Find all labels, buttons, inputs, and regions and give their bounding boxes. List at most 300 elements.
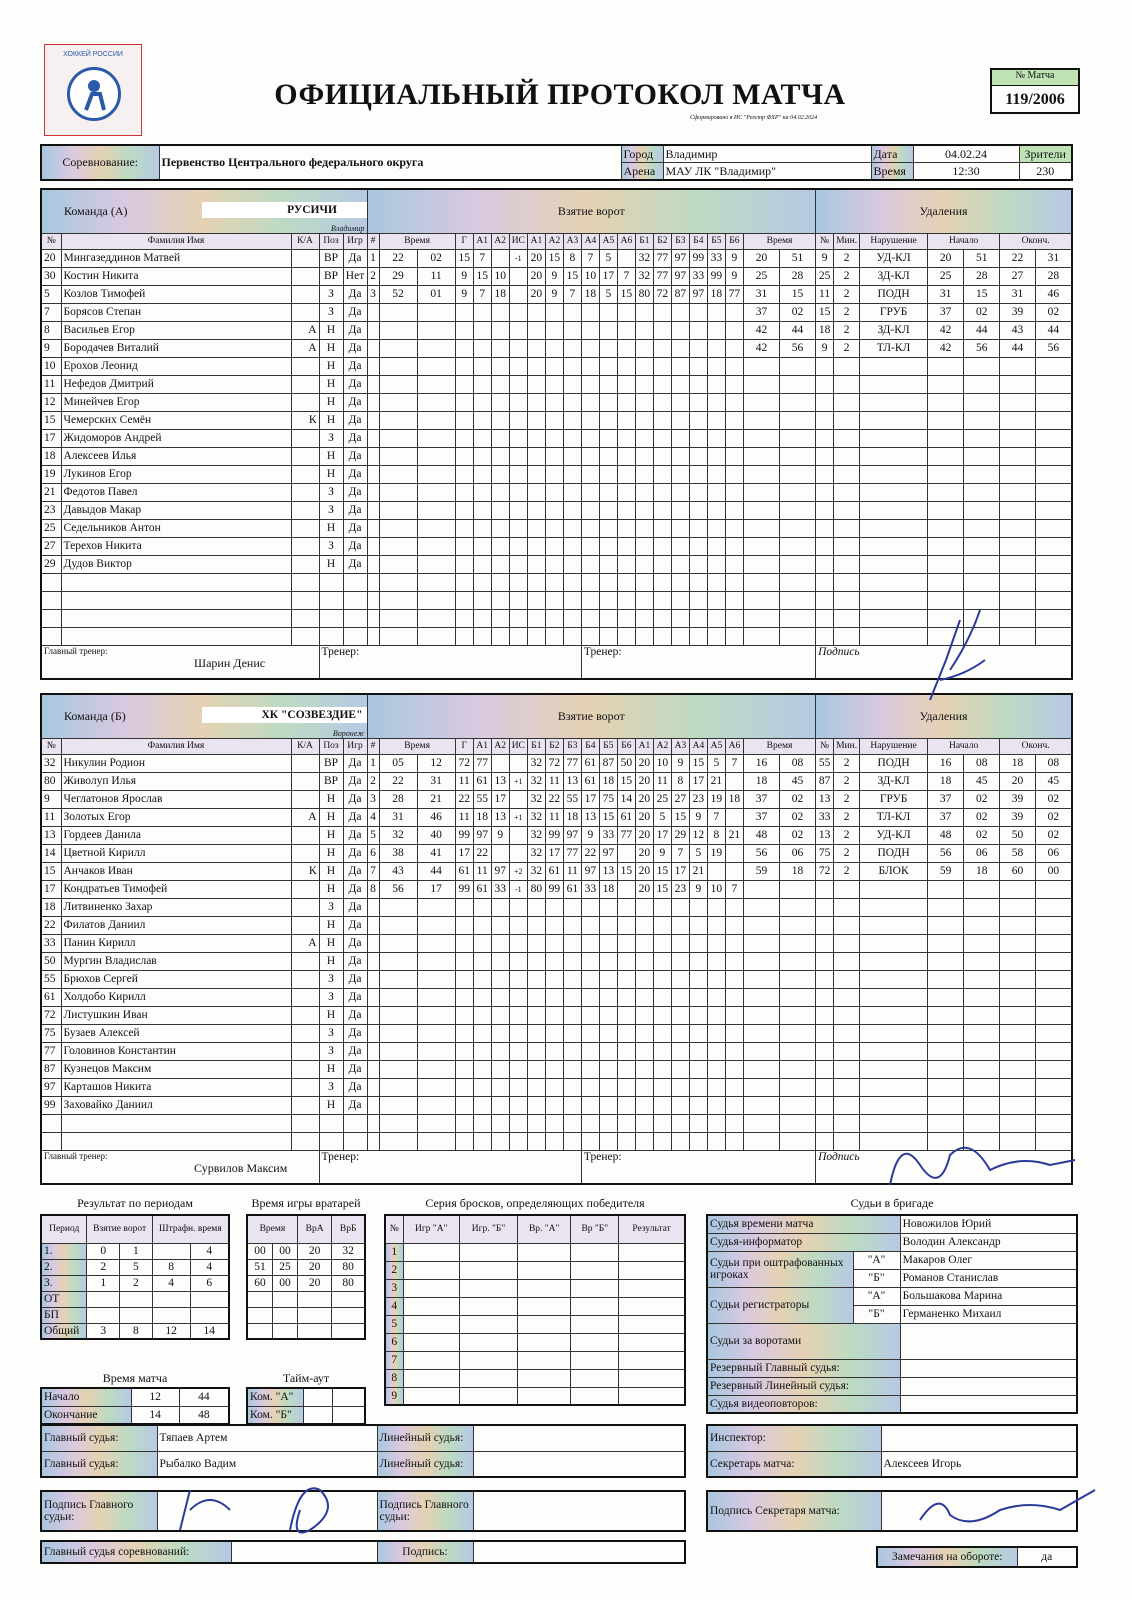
match-time-title: Время матча <box>102 1371 168 1385</box>
gk-cell: 20 <box>297 1259 332 1275</box>
player-name: Федотов Павел <box>61 483 291 501</box>
player-plays: Да <box>343 790 367 808</box>
informer: Володин Александр <box>900 1233 1077 1251</box>
player-name: Гордеев Данила <box>61 826 291 844</box>
inspector-table <box>706 1424 1078 1478</box>
on-ice-own: 11 <box>545 808 563 826</box>
period-pa <box>152 1307 190 1323</box>
player-number: 17 <box>41 429 61 447</box>
gk-cell: 25 <box>273 1259 298 1275</box>
on-ice-opp <box>725 844 743 862</box>
gk-cell: 20 <box>297 1243 332 1259</box>
reg-b: Германенко Михаил <box>900 1305 1077 1323</box>
goal-a1: 15 <box>473 267 491 285</box>
on-ice-opp <box>707 862 725 880</box>
player-row <box>41 357 1072 375</box>
period-p: 2. <box>41 1259 87 1275</box>
player-ka <box>291 465 319 483</box>
goal-g: 11 <box>455 808 473 826</box>
period-gb <box>120 1307 153 1323</box>
goal-is: -1 <box>509 249 527 267</box>
player-name: Дудов Виктор <box>61 555 291 573</box>
player-plays: Да <box>343 1024 367 1042</box>
on-ice-own: 75 <box>599 790 617 808</box>
goals-title: Взятие ворот <box>367 694 816 738</box>
gk-cell: 00 <box>273 1243 298 1259</box>
match-end-h: 14 <box>131 1406 179 1424</box>
col-pen-inf: Нарушение <box>860 738 928 754</box>
remarks-table <box>876 1546 1078 1568</box>
goal-is <box>509 844 527 862</box>
player-row <box>41 447 1072 465</box>
player-pos: Н <box>319 375 343 393</box>
player-row <box>41 411 1072 429</box>
penalty-s1: 59 <box>928 862 964 880</box>
video-label: Судья видеоповторов: <box>707 1395 900 1413</box>
gk-cell <box>273 1291 298 1307</box>
on-ice-own: 7 <box>581 249 599 267</box>
remarks-label: Замечания на обороте: <box>877 1547 1017 1567</box>
penalty-no: 15 <box>816 303 834 321</box>
on-ice-own: 14 <box>617 790 635 808</box>
goal-is <box>509 826 527 844</box>
match-number-label: № Матча <box>992 70 1078 86</box>
player-ka <box>291 429 319 447</box>
player-pos: З <box>319 303 343 321</box>
goal-min: 05 <box>379 754 417 772</box>
goal-sec: 41 <box>417 844 455 862</box>
so-no: 8 <box>385 1369 403 1387</box>
goal-a2: 10 <box>491 267 509 285</box>
periods-title: Результат по периодам <box>77 1196 193 1210</box>
penalty-s2: 51 <box>964 249 1000 267</box>
penalty-mm: 59 <box>743 862 779 880</box>
player-plays: Да <box>343 411 367 429</box>
player-ka <box>291 916 319 934</box>
player-ka <box>291 357 319 375</box>
period-row <box>41 1307 229 1323</box>
penbox-b: Романов Станислав <box>900 1269 1077 1287</box>
goal-no: 6 <box>367 844 379 862</box>
col-no: № <box>41 233 61 249</box>
goal-sec: 21 <box>417 790 455 808</box>
penalty-inf: ПОДН <box>860 844 928 862</box>
player-number: 15 <box>41 862 61 880</box>
period-pb: 6 <box>190 1275 229 1291</box>
on-ice-own: 9 <box>581 826 599 844</box>
penalty-inf: ГРУБ <box>860 303 928 321</box>
period-p: 3. <box>41 1275 87 1291</box>
player-pos: Н <box>319 952 343 970</box>
on-ice-opp: 32 <box>635 267 653 285</box>
period-gb <box>120 1291 153 1307</box>
gk-cell <box>332 1291 365 1307</box>
col-Б5: Б5 <box>599 738 617 754</box>
player-name: Панин Кирилл <box>61 934 291 952</box>
penalty-s2: 28 <box>964 267 1000 285</box>
period-pa <box>152 1291 190 1307</box>
period-p: 1. <box>41 1243 87 1259</box>
gk-time-table <box>246 1214 366 1340</box>
inspector-label: Инспектор: <box>707 1425 881 1451</box>
on-ice-opp: 97 <box>689 285 707 303</box>
penalty-min: 2 <box>834 285 860 303</box>
so-no: 3 <box>385 1279 403 1297</box>
goal-a1: 22 <box>473 844 491 862</box>
penalty-ss: 08 <box>779 754 815 772</box>
on-ice-opp: 21 <box>707 772 725 790</box>
player-ka: К <box>291 411 319 429</box>
col-a1: А1 <box>473 233 491 249</box>
goal-sec: 12 <box>417 754 455 772</box>
col-hash: # <box>367 233 379 249</box>
on-ice-own: 32 <box>527 790 545 808</box>
chief-sig-label: Подпись: <box>377 1541 473 1563</box>
h-pen: Штрафн. время <box>152 1215 229 1243</box>
penalty-mm: 18 <box>743 772 779 790</box>
competition-label: Соревнование: <box>41 145 159 180</box>
player-number: 14 <box>41 844 61 862</box>
coach-label: Тренер: <box>583 645 622 658</box>
player-pos: З <box>319 1078 343 1096</box>
goal-no: 5 <box>367 826 379 844</box>
so-h_vb: Вр "Б" <box>571 1215 619 1243</box>
col-a2: А2 <box>491 738 509 754</box>
gk-cell: 00 <box>273 1275 298 1291</box>
player-ka: А <box>291 339 319 357</box>
secretary-label: Секретарь матча: <box>707 1451 881 1477</box>
player-pos: ВР <box>319 754 343 772</box>
on-ice-opp: 33 <box>707 249 725 267</box>
player-number: 29 <box>41 555 61 573</box>
on-ice-own: 72 <box>545 754 563 772</box>
player-ka <box>291 375 319 393</box>
on-ice-own: 15 <box>563 267 581 285</box>
match-time-table <box>40 1387 230 1425</box>
on-ice-opp <box>725 862 743 880</box>
player-name: Жидоморов Андрей <box>61 429 291 447</box>
penalty-no: 25 <box>816 267 834 285</box>
gk-row <box>247 1243 365 1259</box>
period-pb: 4 <box>190 1259 229 1275</box>
spectators-value: 230 <box>1019 163 1072 181</box>
player-plays: Да <box>343 249 367 267</box>
col-pen-inf: Нарушение <box>860 233 928 249</box>
goal-min: 22 <box>379 772 417 790</box>
col-a2: А2 <box>491 233 509 249</box>
period-pa <box>152 1243 190 1259</box>
team_a-label <box>41 189 367 233</box>
shootout-row <box>385 1333 685 1351</box>
on-ice-own: 87 <box>599 754 617 772</box>
goal-is: +1 <box>509 772 527 790</box>
penalty-min: 2 <box>834 249 860 267</box>
penalty-mm: 37 <box>743 303 779 321</box>
gk-cell: 80 <box>332 1259 365 1275</box>
player-row <box>41 1078 1072 1096</box>
player-pos: Н <box>319 321 343 339</box>
player-number: 80 <box>41 772 61 790</box>
period-pb <box>190 1291 229 1307</box>
penalty-s2: 18 <box>964 862 1000 880</box>
main-signatures <box>40 1490 686 1532</box>
period-ga: 3 <box>87 1323 120 1339</box>
penalty-mm: 37 <box>743 808 779 826</box>
on-ice-own: 9 <box>545 267 563 285</box>
penalty-mm: 42 <box>743 321 779 339</box>
penalty-no: 33 <box>816 808 834 826</box>
shootout-row <box>385 1243 685 1261</box>
penalty-s2: 02 <box>964 303 1000 321</box>
head-coach-label: Главный тренер: <box>44 645 108 656</box>
goal-min: 29 <box>379 267 417 285</box>
player-ka <box>291 1006 319 1024</box>
signature-secretary <box>910 1480 1100 1540</box>
col-Б4: Б4 <box>581 738 599 754</box>
penalty-ss: 45 <box>779 772 815 790</box>
col-pen-start: Начало <box>928 738 1000 754</box>
player-row <box>41 862 1072 880</box>
on-ice-opp: 7 <box>725 880 743 898</box>
penalty-e2: 45 <box>1035 772 1072 790</box>
on-ice-opp: 9 <box>725 249 743 267</box>
goal-no: 1 <box>367 754 379 772</box>
period-pa: 12 <box>152 1323 190 1339</box>
player-plays: Да <box>343 555 367 573</box>
player-name: Цветной Кирилл <box>61 844 291 862</box>
on-ice-own: 15 <box>599 808 617 826</box>
col-А2: А2 <box>545 233 563 249</box>
period-pa: 8 <box>152 1259 190 1275</box>
player-plays: Да <box>343 303 367 321</box>
goal-a2: 13 <box>491 772 509 790</box>
player-number: 18 <box>41 447 61 465</box>
on-ice-opp: 20 <box>635 880 653 898</box>
penalty-min: 2 <box>834 844 860 862</box>
penalty-no: 13 <box>816 790 834 808</box>
on-ice-opp: 21 <box>725 826 743 844</box>
player-ka <box>291 537 319 555</box>
col-Б6: Б6 <box>617 738 635 754</box>
penalty-s2: 02 <box>964 808 1000 826</box>
line1-label: Линейный судья: <box>377 1425 473 1451</box>
col-Б4: Б4 <box>689 233 707 249</box>
penalty-e1: 20 <box>1000 772 1036 790</box>
goal-no: 1 <box>367 249 379 267</box>
goal-no: 3 <box>367 790 379 808</box>
player-ka <box>291 880 319 898</box>
player-plays: Да <box>343 447 367 465</box>
col-Б5: Б5 <box>707 233 725 249</box>
player-number: 55 <box>41 970 61 988</box>
player-plays: Да <box>343 988 367 1006</box>
on-ice-opp: 97 <box>671 249 689 267</box>
on-ice-opp: 20 <box>635 862 653 880</box>
col-А5: А5 <box>599 233 617 249</box>
penalty-s2: 15 <box>964 285 1000 303</box>
player-number: 87 <box>41 1060 61 1078</box>
col-pen-end: Оконч. <box>1000 738 1072 754</box>
goal-no: 7 <box>367 862 379 880</box>
shootout-row <box>385 1369 685 1387</box>
on-ice-own: 32 <box>527 754 545 772</box>
on-ice-own <box>617 249 635 267</box>
on-ice-opp: 7 <box>707 808 725 826</box>
player-number: 15 <box>41 411 61 429</box>
goal-sec: 44 <box>417 862 455 880</box>
goal-no: 2 <box>367 772 379 790</box>
on-ice-opp: 20 <box>635 808 653 826</box>
player-pos: Н <box>319 465 343 483</box>
goal-g: 61 <box>455 862 473 880</box>
on-ice-own: 32 <box>527 826 545 844</box>
player-pos: Н <box>319 1060 343 1078</box>
on-ice-opp: 9 <box>689 808 707 826</box>
player-name: Холдобо Кирилл <box>61 988 291 1006</box>
player-pos: Н <box>319 411 343 429</box>
player-plays: Да <box>343 826 367 844</box>
player-pos: З <box>319 537 343 555</box>
player-ka <box>291 772 319 790</box>
goal-min: 38 <box>379 844 417 862</box>
goal-is <box>509 790 527 808</box>
period-ga: 2 <box>87 1259 120 1275</box>
gk-cell <box>297 1307 332 1323</box>
page-title: ОФИЦИАЛЬНЫЙ ПРОТОКОЛ МАТЧА <box>274 78 846 111</box>
timeout-b-label: Ком. "Б" <box>247 1406 303 1424</box>
penalty-s2: 56 <box>964 339 1000 357</box>
shootout-row <box>385 1351 685 1369</box>
on-ice-own: 77 <box>617 826 635 844</box>
main2: Рыбалко Вадим <box>157 1451 377 1477</box>
on-ice-opp: 20 <box>635 826 653 844</box>
player-name: Седельников Антон <box>61 519 291 537</box>
col-А6: А6 <box>617 233 635 249</box>
on-ice-opp: 10 <box>707 880 725 898</box>
penalty-e1: 39 <box>1000 790 1036 808</box>
penalty-s1: 37 <box>928 303 964 321</box>
player-row <box>41 339 1072 357</box>
player-number: 13 <box>41 826 61 844</box>
so-no: 7 <box>385 1351 403 1369</box>
player-row <box>41 483 1072 501</box>
sig-secretary-label: Подпись Секретаря матча: <box>707 1491 881 1531</box>
player-ka <box>291 393 319 411</box>
player-pos: Н <box>319 393 343 411</box>
h-gk-a: ВрА <box>297 1215 332 1243</box>
gk-cell: 60 <box>247 1275 273 1291</box>
gk-row <box>247 1307 365 1323</box>
sig-main2-label: Подпись Главного судьи: <box>377 1491 473 1531</box>
goal-g: 15 <box>455 249 473 267</box>
penalty-s1: 25 <box>928 267 964 285</box>
period-pb: 14 <box>190 1323 229 1339</box>
col-fio: Фамилия Имя <box>61 233 291 249</box>
penalty-inf: ЗД-КЛ <box>860 321 928 339</box>
coach-2 <box>581 1150 815 1184</box>
goal-g: 17 <box>455 844 473 862</box>
penalty-e1: 18 <box>1000 754 1036 772</box>
penalty-inf: ЗД-КЛ <box>860 772 928 790</box>
player-number: 20 <box>41 249 61 267</box>
on-ice-opp: 18 <box>725 790 743 808</box>
so-h_va: Вр. "А" <box>517 1215 570 1243</box>
penalty-e1: 39 <box>1000 808 1036 826</box>
gk-row <box>247 1291 365 1307</box>
goal-is <box>509 267 527 285</box>
on-ice-own: 32 <box>527 772 545 790</box>
goal-a2 <box>491 249 509 267</box>
shootout-row <box>385 1261 685 1279</box>
player-plays: Да <box>343 519 367 537</box>
player-pos: З <box>319 501 343 519</box>
sign-label: Подпись <box>818 645 860 658</box>
penalty-s1: 16 <box>928 754 964 772</box>
main1: Тяпаев Артем <box>157 1425 377 1451</box>
player-number: 11 <box>41 375 61 393</box>
on-ice-own: 97 <box>563 826 581 844</box>
on-ice-own: 97 <box>581 862 599 880</box>
period-ga <box>87 1307 120 1323</box>
col-А2: А2 <box>653 738 671 754</box>
col-А4: А4 <box>581 233 599 249</box>
col-is: ИС <box>509 738 527 754</box>
goal-sec: 02 <box>417 249 455 267</box>
team_a-name: РУСИЧИ <box>202 202 367 218</box>
goal-is <box>509 285 527 303</box>
goal-g: 99 <box>455 826 473 844</box>
player-name: Живолуп Илья <box>61 772 291 790</box>
shootout-table <box>384 1214 686 1406</box>
player-row <box>41 808 1072 826</box>
date-value: 04.02.24 <box>913 145 1019 163</box>
on-ice-opp: 5 <box>689 844 707 862</box>
on-ice-opp: 5 <box>653 808 671 826</box>
timeout-table <box>246 1387 366 1425</box>
on-ice-own <box>617 880 635 898</box>
match-end-label: Окончание <box>41 1406 131 1424</box>
penalty-min: 2 <box>834 303 860 321</box>
penalty-ss: 15 <box>779 285 815 303</box>
coach-1 <box>319 645 581 679</box>
shootout-row <box>385 1279 685 1297</box>
period-row <box>41 1275 229 1291</box>
penalty-mm: 37 <box>743 790 779 808</box>
penalty-e2: 02 <box>1035 826 1072 844</box>
penalty-ss: 18 <box>779 862 815 880</box>
on-ice-opp: 12 <box>689 826 707 844</box>
penalty-min: 2 <box>834 808 860 826</box>
player-ka <box>291 988 319 1006</box>
player-row <box>41 970 1072 988</box>
player-name: Нефедов Дмитрий <box>61 375 291 393</box>
coach-label: Тренер: <box>321 1150 360 1163</box>
penalty-e1: 39 <box>1000 303 1036 321</box>
player-number: 19 <box>41 465 61 483</box>
on-ice-opp: 23 <box>689 790 707 808</box>
player-pos: З <box>319 1042 343 1060</box>
penalty-min: 2 <box>834 321 860 339</box>
on-ice-own: 7 <box>617 267 635 285</box>
goal-no: 2 <box>367 267 379 285</box>
player-row <box>41 790 1072 808</box>
timekeeper: Новожилов Юрий <box>900 1215 1077 1233</box>
player-pos: ВР <box>319 249 343 267</box>
on-ice-opp: 11 <box>653 772 671 790</box>
on-ice-opp: 32 <box>635 249 653 267</box>
penalty-ss: 02 <box>779 826 815 844</box>
on-ice-opp: 7 <box>725 754 743 772</box>
